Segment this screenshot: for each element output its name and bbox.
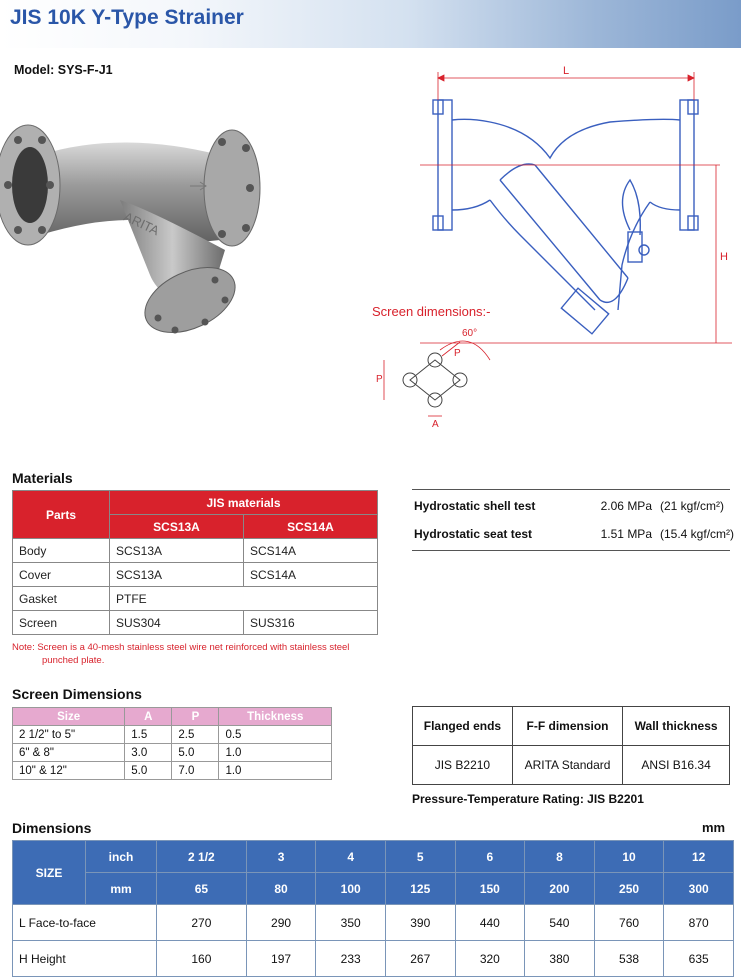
strainer-outline — [433, 100, 698, 334]
materials-note: Note: Screen is a 40-mesh stainless steel wire net reinforced with stainless steel punched plate. — [12, 642, 350, 666]
pressure-rating: Pressure-Temperature Rating: JIS B2201 — [412, 792, 644, 806]
tests-divider — [412, 489, 730, 490]
page-title: JIS 10K Y-Type Strainer — [10, 6, 244, 29]
strainer-diagram — [360, 60, 741, 430]
table-row: 2 1/2" to 5" 1.5 2.5 0.5 — [13, 726, 332, 744]
table-row: L Face-to-face 270 290 350 390 440 540 760 870 — [13, 905, 734, 941]
table-row: Screen SUS304 SUS316 — [13, 611, 378, 635]
screen-dims-table: Size A P Thickness 2 1/2" to 5" 1.5 2.5 0.5 6" & 8" 3.0 5.0 1.0 10" & 12" 5.0 7.0 1.0 — [12, 707, 332, 780]
pitch-label-top: P — [454, 348, 461, 359]
dim-L-label: L — [563, 65, 570, 77]
dimension-lines — [420, 72, 732, 343]
table-row: JIS B2210 ARITA Standard ANSI B16.34 — [413, 746, 730, 785]
materials-heading: Materials — [12, 470, 73, 486]
table-row: H Height 160 197 233 267 320 380 538 635 — [13, 941, 734, 977]
col-scs13a: SCS13A — [110, 515, 244, 539]
angle-label: 60° — [462, 328, 478, 339]
cast-text: ARITA — [121, 208, 162, 239]
dimensions-table: SIZE inch 2 1/2 3 4 5 6 8 10 12 mm 65 80 100 125 150 200 250 300 L Face-to-face 270 290 350 390 440 540 760 870 H Height 160 197 233 267 320 380 538 635 — [12, 840, 734, 977]
flanges-table: Flanged ends F-F dimension Wall thickness JIS B2210 ARITA Standard ANSI B16.34 — [412, 706, 730, 785]
dim-H-label: H — [720, 251, 728, 263]
product-photo — [0, 100, 290, 345]
dimensions-unit: mm — [702, 820, 726, 835]
screen-dim-title: Screen dimensions:- — [372, 304, 491, 319]
materials-table — [12, 490, 378, 635]
table-row: Body SCS13A SCS14A — [13, 539, 378, 563]
tests-table — [410, 492, 738, 548]
col-scs14a: SCS14A — [244, 515, 378, 539]
dimensions-heading: Dimensions — [12, 820, 92, 836]
pitch-label-left: P — [376, 374, 383, 385]
table-row: 10" & 12" 5.0 7.0 1.0 — [13, 762, 332, 780]
table-row: Cover SCS13A SCS14A — [13, 563, 378, 587]
hole-label: A — [432, 419, 439, 430]
col-parts: Parts — [13, 491, 110, 539]
table-row: Hydrostatic seat test 1.51 MPa (15.4 kgf/cm²) — [414, 527, 735, 541]
col-jis: JIS materials — [110, 491, 378, 515]
table-row: 6" & 8" 3.0 5.0 1.0 — [13, 744, 332, 762]
tests-divider-bottom — [412, 550, 730, 551]
model-label: Model: SYS-F-J1 — [14, 63, 113, 77]
table-row: Hydrostatic shell test 2.06 MPa (21 kgf/cm²) — [414, 499, 725, 513]
table-row: Gasket PTFE — [13, 587, 378, 611]
screen-dims-heading: Screen Dimensions — [12, 686, 142, 702]
screen-hole-pattern — [403, 353, 467, 407]
